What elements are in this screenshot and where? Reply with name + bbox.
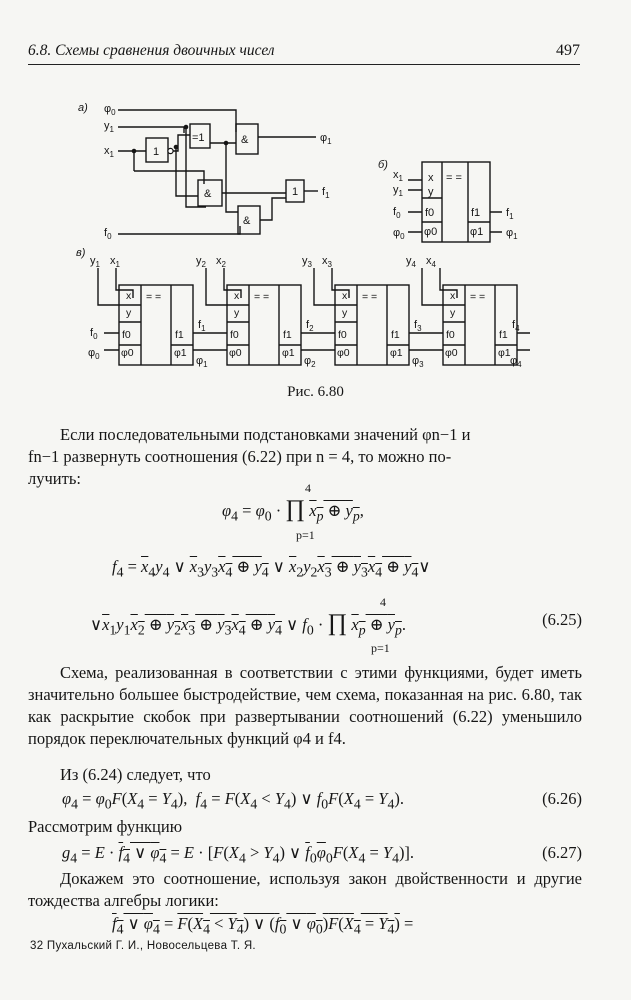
pin-phi1: φ1 xyxy=(498,347,511,359)
svg-text:y3: $y_3$ xyxy=(302,255,312,269)
block-eq: = = xyxy=(146,291,162,303)
footer-signature: 32 Пухальский Г. И., Новосельцева Т. Я. xyxy=(30,940,256,952)
paragraph-2: Схема, реализованная в соответствии с этими функциями, будет иметь значительно большее быстродействие, чем схема, показанная на рис. 6.80, так как раскрытие скобок при развертывании соотношений (6.22) уменьшило порядок переключательных функций φ4 и f4. xyxy=(28,663,582,748)
svg-text:y1: $y_1$ xyxy=(393,184,403,198)
pin-f0: f0 xyxy=(230,329,239,341)
equation-phi4-product: $\varphi_4 = \varphi_0$ · ∏ $x_p$ ⊕ $y_p$, xyxy=(222,496,364,524)
equation-6-27: $g_4 = E \cdot f_4$ ∨ $\varphi_4 = E \cdot [F(X_4 > Y_4)$ ∨ $\overline{f}_0\overline{\varphi}_0F(X_4 = Y_4)$]. xyxy=(62,843,415,866)
or-gate-label: 1 xyxy=(292,186,299,198)
part-a-label: а) xyxy=(78,102,88,114)
section-title: 6.8. Схемы сравнения двоичных чисел xyxy=(28,42,275,59)
not-gate-label: 1 xyxy=(153,146,160,158)
pin-phi0: φ0 xyxy=(445,347,458,359)
paragraph-5: Докажем это соотношение, используя закон двойственности и другие тождества алгебры логики: xyxy=(28,869,582,910)
svg-text:x1: $x_1$ xyxy=(104,145,114,159)
part-c-label: в) xyxy=(76,247,86,259)
equation-duality: $f_4$ ∨ $\varphi_4 = F(X_4 < Y_4)$ ∨ ($f_0$ ∨ $\varphi_0)F(X_4 = Y_4)$ = xyxy=(112,914,414,937)
svg-text:φ4: $\varphi_4$ xyxy=(510,355,522,369)
svg-text:φ0: $\varphi_0$ xyxy=(104,103,116,117)
svg-text:f0: $f_0$ xyxy=(90,327,98,341)
pin-y: y xyxy=(450,307,456,319)
svg-text:x2: $x_2$ xyxy=(216,255,226,269)
svg-text:f1: $f_1$ xyxy=(198,319,206,333)
svg-text:φ3: $\varphi_3$ xyxy=(412,355,424,369)
pin-x: x xyxy=(450,290,456,302)
paragraph-4: Рассмотрим функцию xyxy=(28,817,183,836)
and-gate-label: & xyxy=(241,134,249,146)
pin-phi1: φ1 xyxy=(470,226,484,238)
svg-text:y1: $y_1$ xyxy=(90,255,100,269)
xor-gate-label: =1 xyxy=(192,132,205,144)
pin-phi0: φ0 xyxy=(424,226,438,238)
svg-text:y1: $y_1$ xyxy=(104,120,114,134)
figure-caption: Рис. 6.80 xyxy=(287,384,344,400)
svg-text:f1: $f_1$ xyxy=(322,186,330,200)
svg-text:f3: $f_3$ xyxy=(414,319,422,333)
block-eq: = = xyxy=(446,172,462,184)
part-b-label: б) xyxy=(378,159,388,171)
pin-x: x xyxy=(428,172,434,184)
pin-y: y xyxy=(428,186,434,198)
equation-f4-line-1: $f_4 = \overline{x}_4y_4$ ∨ $\overline{x}_3y_3x_4$ ⊕ $y_4$ ∨ $\overline{x}_2y_2x_3$ ⊕ $y_3x_4$ ⊕ $y_4\vee$ xyxy=(112,557,431,580)
svg-text:f4: $f_4$ xyxy=(512,319,520,333)
paragraph-1-line-1: Если последовательными подстановками значений φn−1 и xyxy=(60,425,471,444)
pin-f1: f1 xyxy=(175,329,184,341)
equation-number-6-26: (6.26) xyxy=(542,789,582,808)
figure-6-80 xyxy=(0,0,631,380)
equation-number-6-27: (6.27) xyxy=(542,843,582,862)
pin-y: y xyxy=(126,307,132,319)
block-eq: = = xyxy=(362,291,378,303)
equation-6-26: $\varphi_4 = \varphi_0F(X_4 = Y_4)$, $f_4 = F(X_4 < Y_4)$ ∨ $f_0F(X_4 = Y_4)$. xyxy=(62,789,404,812)
svg-text:f0: $f_0$ xyxy=(393,206,401,220)
pin-phi1: φ1 xyxy=(174,347,187,359)
equation-f4-line-2: $\vee\overline{x}_1y_1x_2$ ⊕ $y_2x_3$ ⊕ $y_3x_4$ ⊕ $y_4$ ∨ $f_0$ · ∏ $x_p$ ⊕ $y_p$. xyxy=(90,610,406,638)
paragraph-3: Из (6.24) следует, что xyxy=(60,765,211,784)
svg-text:f2: $f_2$ xyxy=(306,319,314,333)
svg-text:x4: $x_4$ xyxy=(426,255,436,269)
pin-f0: f0 xyxy=(122,329,131,341)
svg-text:y2: $y_2$ xyxy=(196,255,206,269)
block-eq: = = xyxy=(254,291,270,303)
pin-y: y xyxy=(342,307,348,319)
pin-f1: f1 xyxy=(471,207,481,219)
svg-text:φ1: $\varphi_1$ xyxy=(196,355,208,369)
svg-text:φ1: $\varphi_1$ xyxy=(320,132,332,146)
pin-f1: f1 xyxy=(283,329,292,341)
pin-phi0: φ0 xyxy=(121,347,134,359)
svg-text:φ0: $\varphi_0$ xyxy=(393,227,405,241)
pin-y: y xyxy=(234,307,240,319)
svg-text:φ2: $\varphi_2$ xyxy=(304,355,316,369)
page-number: 497 xyxy=(556,42,580,59)
svg-text:φ0: $\varphi_0$ xyxy=(88,347,100,361)
svg-text:x3: $x_3$ xyxy=(322,255,332,269)
pin-f0: f0 xyxy=(425,207,435,219)
pin-f1: f1 xyxy=(391,329,400,341)
pin-x: x xyxy=(234,290,240,302)
pin-phi1: φ1 xyxy=(390,347,403,359)
svg-text:x1: $x_1$ xyxy=(110,255,120,269)
block-eq: = = xyxy=(470,291,486,303)
pin-phi1: φ1 xyxy=(282,347,295,359)
pin-x: x xyxy=(342,290,348,302)
paragraph-1-line-2: fn−1 развернуть соотношения (6.22) при n = 4, то можно по- xyxy=(28,447,452,466)
svg-text:y4: $y_4$ xyxy=(406,255,416,269)
and-gate-label: & xyxy=(243,215,251,227)
equation-number-6-25: (6.25) xyxy=(542,610,582,629)
pin-phi0: φ0 xyxy=(337,347,350,359)
svg-text:f1: $f_1$ xyxy=(506,207,514,221)
svg-text:x1: $x_1$ xyxy=(393,169,403,183)
pin-f0: f0 xyxy=(446,329,455,341)
pin-x: x xyxy=(126,290,132,302)
and-gate-label: & xyxy=(204,188,212,200)
paragraph-1-line-3: лучить: xyxy=(28,469,81,488)
svg-text:f0: $f_0$ xyxy=(104,227,112,241)
pin-f0: f0 xyxy=(338,329,347,341)
svg-text:φ1: $\varphi_1$ xyxy=(506,227,518,241)
pin-phi0: φ0 xyxy=(229,347,242,359)
pin-f1: f1 xyxy=(499,329,508,341)
